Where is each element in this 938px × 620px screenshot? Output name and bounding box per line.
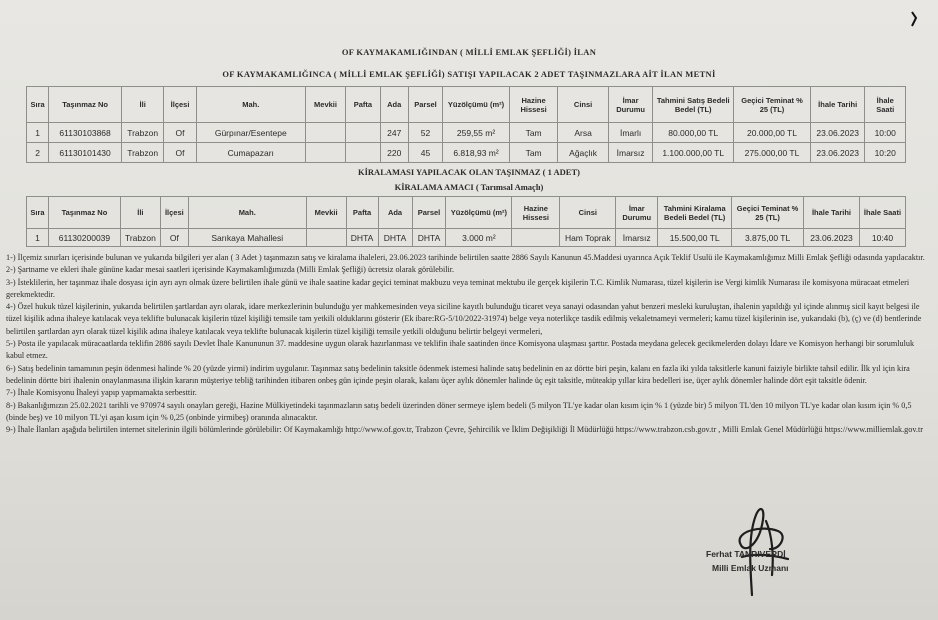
- sale-header-cell: Mah.: [196, 87, 305, 123]
- sale-table: [26, 86, 906, 163]
- sale-header-cell: Tahmini Satış Bedeli Bedel (TL): [653, 87, 734, 123]
- sale-cell: 10:20: [865, 143, 906, 163]
- sale-header-cell: Geçici Teminat % 25 (TL): [734, 87, 811, 123]
- sale-cell: [346, 143, 380, 163]
- sale-header-cell: İlçesi: [164, 87, 196, 123]
- sale-cell: Tam: [509, 143, 557, 163]
- rent-cell: 1: [27, 229, 49, 247]
- rent-cell: DHTA: [378, 229, 412, 247]
- sale-header-cell: Parsel: [408, 87, 442, 123]
- table-row: [27, 229, 906, 247]
- rent-heading: KİRALAMASI YAPILACAK OLAN TAŞINMAZ ( 1 ADET): [358, 167, 580, 177]
- rent-cell: Of: [160, 229, 188, 247]
- sale-header-cell: Hazine Hissesi: [509, 87, 557, 123]
- rent-header-cell: Geçici Teminat % 25 (TL): [732, 197, 804, 229]
- rent-cell: 61130200039: [48, 229, 120, 247]
- rent-header-cell: Tahmini Kiralama Bedeli Bedel (TL): [658, 197, 732, 229]
- sale-cell: 259,55 m²: [443, 123, 510, 143]
- table-row: [27, 123, 906, 143]
- sale-cell: 52: [408, 123, 442, 143]
- sale-cell: 220: [380, 143, 408, 163]
- rent-table-header: [27, 197, 906, 229]
- rent-header-cell: Hazine Hissesi: [512, 197, 560, 229]
- rent-header-cell: İlçesi: [160, 197, 188, 229]
- sale-cell: Cumapazarı: [196, 143, 305, 163]
- rent-cell: DHTA: [346, 229, 378, 247]
- rent-header-cell: İhale Saati: [859, 197, 905, 229]
- sale-cell: 61130101430: [49, 143, 122, 163]
- sale-cell: 1.100.000,00 TL: [653, 143, 734, 163]
- sale-cell: 275.000,00 TL: [734, 143, 811, 163]
- rent-cell: 10:40: [859, 229, 905, 247]
- document-title: OF KAYMAKAMLIĞINDAN ( MİLLİ EMLAK ŞEFLİĞİ) İLAN: [341, 47, 597, 57]
- sale-header-cell: Pafta: [346, 87, 380, 123]
- sale-header-cell: İhale Saati: [865, 87, 906, 123]
- sale-header-cell: Mevkii: [305, 87, 345, 123]
- rent-cell: Trabzon: [120, 229, 160, 247]
- rent-header-cell: Pafta: [346, 197, 378, 229]
- note-9: 9-) İhale İlanları aşağıda belirtilen internet sitelerinin ilgili bölümlerinde görülebilir: Of Kaymakamlığı http://www.of.gov.tr, Trabzon Çevre, Şehircilik ve İklim Değişikliği İl Müdürlüğü https://www.trabzon.csb.gov.tr , Milli Emlak Genel Müdürlüğü https://www.milliemlak.gov.tr: [6, 425, 923, 435]
- sale-table-header: [27, 87, 906, 123]
- signatory-name: Ferhat TANRIVERDİ: [706, 549, 786, 559]
- sale-cell: 61130103868: [49, 123, 122, 143]
- sale-header-cell: İhale Tarihi: [810, 87, 865, 123]
- rent-header-cell: Cinsi: [560, 197, 616, 229]
- rent-table: [26, 196, 906, 247]
- rent-subheading: KİRALAMA AMACI ( Tarımsal Amaçlı): [394, 182, 544, 192]
- sale-cell: İmarlı: [608, 123, 652, 143]
- staple-mark: [900, 4, 930, 34]
- sale-cell: 23.06.2023: [810, 123, 865, 143]
- note-3: 3-) İsteklilerin, her taşınmaz ihale dosyası için ayrı ayrı olmak üzere belirtilen ihale günü ve ihale saatine kadar geçici teminat makbuzu veya teminat mektubu ile gerçek kişilerin T.C. Kimlik Numarası, tüzel kişilerin ise Vergi kimlik Numarası ile komisyona müracaat etmeleri gerekmektedir.: [6, 277, 910, 299]
- sale-header-cell: Sıra: [27, 87, 49, 123]
- rent-header-cell: Mah.: [188, 197, 306, 229]
- sale-header-cell: İmar Durumu: [608, 87, 652, 123]
- sale-cell: Trabzon: [121, 123, 163, 143]
- sale-cell: [305, 143, 345, 163]
- note-8: 8-) Bakanlığımızın 25.02.2021 tarihli ve 970974 sayılı onayları gereği, Hazine Mülkiyetindeki taşınmazların satış bedeli üzerinden döner sermeye işlem bedeli (5 milyon TL'ye kadar olan kısım için % 1 (yüzde bir) 5 milyon TL'den 10 milyon TL'ye kadar olan kısım için % 0,5 (binde beş) ve 10 milyon TL'yi aşan kısım için % 0,25 (onbinde yirmibeş) oranında alınacaktır.: [6, 400, 912, 422]
- rent-cell: 3.875,00 TL: [732, 229, 804, 247]
- note-6: 6-) Satış bedelinin tamamının peşin ödenmesi halinde % 20 (yüzde yirmi) indirim uygulanır. Taşınmaz satış bedelinin taksitle ödenmek istemesi halinde satış bedelinin en az dörtte biri peşin, kalanı en fazla iki yılda taksitlerle kanuni faiziyle birlikte tahsil edilir. İlk yıl için kira bedelinin dörtte biri ihalenin onaylanmasına ilişkin kararın müşteriye tebliğ tarihinden itibaren onbeş gün içinde peşin olarak, kalanı üçer aylık dönemler halinde üç eşit taksitle, müteakip yıllar kira bedelleri ise, üçer aylık dönemler halinde dört eşit taksitle ödenir.: [6, 363, 910, 385]
- rent-cell: 23.06.2023: [804, 229, 860, 247]
- rent-cell: DHTA: [412, 229, 446, 247]
- rent-cell: Ham Toprak: [560, 229, 616, 247]
- sale-cell: İmarsız: [608, 143, 652, 163]
- sale-cell: 247: [380, 123, 408, 143]
- sale-cell: Of: [164, 123, 196, 143]
- rent-header-cell: Mevkii: [306, 197, 346, 229]
- sale-cell: 1: [27, 123, 49, 143]
- sale-cell: [346, 123, 380, 143]
- sale-cell: Gürpınar/Esentepe: [196, 123, 305, 143]
- note-2: 2-) Şartname ve ekleri ihale gününe kadar mesai saatleri içerisinde Kaymakamlığımızda (Milli Emlak Şefliği) ücretsiz olarak görülebilir.: [6, 265, 455, 275]
- sale-cell: Trabzon: [121, 143, 163, 163]
- rent-cell: [306, 229, 346, 247]
- rent-header-cell: Yüzölçümü (m²): [446, 197, 512, 229]
- sale-header-cell: Ada: [380, 87, 408, 123]
- sale-header-cell: İli: [121, 87, 163, 123]
- sale-cell: Tam: [509, 123, 557, 143]
- rent-header-cell: Taşınmaz No: [48, 197, 120, 229]
- rent-header-cell: İhale Tarihi: [804, 197, 860, 229]
- sale-table-body: [27, 123, 906, 163]
- rent-header-cell: İli: [120, 197, 160, 229]
- sale-cell: 45: [408, 143, 442, 163]
- notes-section: [6, 252, 926, 436]
- sale-cell: [305, 123, 345, 143]
- document-subtitle: OF KAYMAKAMLIĞINCA ( MİLLİ EMLAK ŞEFLİĞİ) SATIŞI YAPILACAK 2 ADET TAŞINMAZLARA AİT İLAN METNİ: [222, 69, 716, 79]
- sale-header-cell: Yüzölçümü (m²): [443, 87, 510, 123]
- rent-cell: 15.500,00 TL: [658, 229, 732, 247]
- sale-cell: 23.06.2023: [810, 143, 865, 163]
- note-1: 1-) İlçemiz sınırları içerisinde bulunan ve yukarıda bilgileri yer alan ( 3 Adet ) taşınmazın satış ve kiralama ihaleleri, 23.06.2023 tarihinde belirtilen saatte 2886 Sayılı Kanunun 45.Maddesi uyarınca Açık Teklif Usulü ile Kaymakamlığımız Milli Emlak Şefliği odasında yapılacaktır.: [6, 253, 925, 262]
- sale-cell: 80.000,00 TL: [653, 123, 734, 143]
- sale-header-cell: Taşınmaz No: [49, 87, 122, 123]
- note-7: 7-) İhale Komisyonu İhaleyi yapıp yapmamakta serbesttir.: [6, 388, 197, 398]
- rent-header-cell: Sıra: [27, 197, 49, 229]
- note-5: 5-) Posta ile yapılacak müracaatlarda teklifin 2886 sayılı Devlet İhale Kanununun 37. maddesine uygun olarak hazırlanması ve teklifin ihale saatinden önce Komisyona ulaşması şarttır. Postada meydana gelecek gecikmelerden dolayı İdare ve Komisyon herhangi bir sorumluluk kabul etmez.: [6, 339, 915, 361]
- rent-header-cell: Ada: [378, 197, 412, 229]
- sale-cell: 10:00: [865, 123, 906, 143]
- rent-header-cell: İmar Durumu: [616, 197, 658, 229]
- signatory-title: Milli Emlak Uzmanı: [712, 563, 789, 573]
- rent-header-cell: Parsel: [412, 197, 446, 229]
- sale-cell: 2: [27, 143, 49, 163]
- rent-table-body: [27, 229, 906, 247]
- table-row: [27, 143, 906, 163]
- note-4: 4-) Özel hukuk tüzel kişilerinin, yukarıda belirtilen şartlardan ayrı olarak, idare merkezlerinin bulunduğu yer mahkemesinden veya siciline kayıtlı bulunduğu ticaret veya sanayi odasından yahut benzeri mesleki kuruluştan, ihalenin yapıldığı yıl içinde alınmış sicil kayıt belgesi ile tüzel kişilik adına ihaleye katılacak veya teklifte bulunacak kişilerin tüzel kişiliği temsile tam yetkili olduklarını gösterir (Ek ibare:RG-5/10/2022-31974) belge veya noterlikçe tasdik edilmiş vekaletnameyi vermeleri; kamu tüzel kişilerinin ise, yukarıdaki (b), (ç) ve (d) bentlerinde belirtilen şartlardan ayrı olarak tüzel kişilik adına ihaleye katılacak veya teklifte bulunacak kişilerin tüzel kişiliği temsile yetkili olduğunu belirtir belgeyi vermeleri,: [6, 302, 922, 336]
- sale-cell: Of: [164, 143, 196, 163]
- sale-cell: Arsa: [558, 123, 609, 143]
- rent-cell: 3.000 m²: [446, 229, 512, 247]
- sale-cell: 6.818,93 m²: [443, 143, 510, 163]
- sale-cell: Ağaçlık: [558, 143, 609, 163]
- rent-cell: [512, 229, 560, 247]
- sale-header-cell: Cinsi: [558, 87, 609, 123]
- rent-cell: İmarsız: [616, 229, 658, 247]
- sale-cell: 20.000,00 TL: [734, 123, 811, 143]
- rent-cell: Sarıkaya Mahallesi: [188, 229, 306, 247]
